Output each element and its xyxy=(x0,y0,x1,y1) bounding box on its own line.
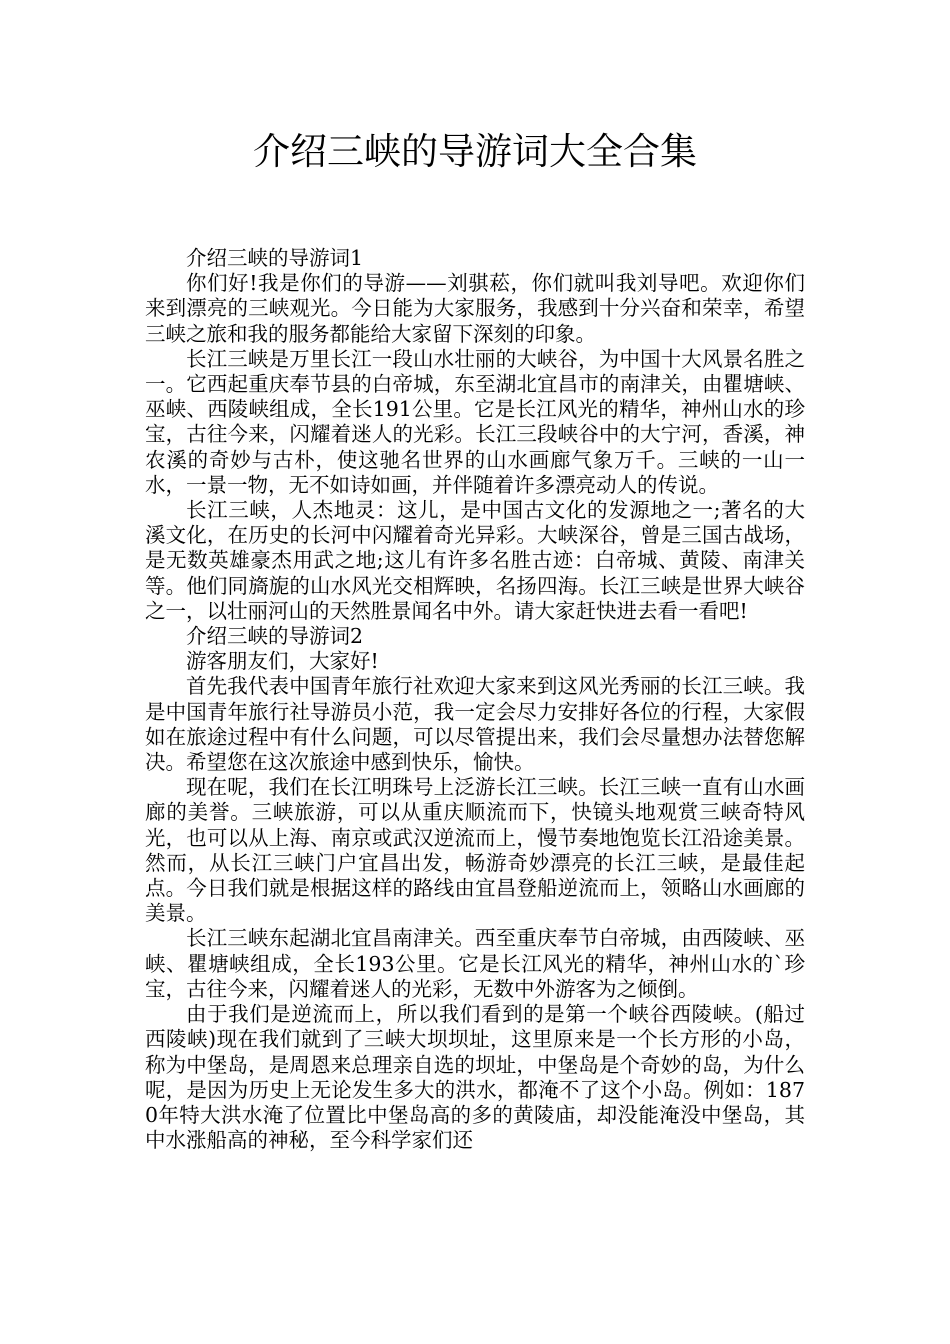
document-body xyxy=(145,246,805,1153)
document-title: 介绍三峡的导游词大全合集 xyxy=(253,130,697,173)
paragraph: 首先我代表中国青年旅行社欢迎大家来到这风光秀丽的长江三峡。我是中国青年旅行社导游员小范，我一定会尽力安排好各位的行程，大家假如在旅途过程中有什么问题，可以尽管提出来，我们会尽量想办法替您解决。希望您在这次旅途中感到快乐，愉快。 xyxy=(145,674,805,775)
paragraph: 长江三峡是万里长江一段山水壮丽的大峡谷，为中国十大风景名胜之一。它西起重庆奉节县的白帝城，东至湖北宜昌市的南津关，由瞿塘峡、巫峡、西陵峡组成，全长191公里。它是长江风光的精华，神州山水的珍宝，古往今来，闪耀着迷人的光彩。长江三段峡谷中的大宁河，香溪，神农溪的奇妙与古朴，使这驰名世界的山水画廊气象万千。三峡的一山一水，一景一物，无不如诗如画，并伴随着许多漂亮动人的传说。 xyxy=(145,346,805,497)
paragraph: 由于我们是逆流而上，所以我们看到的是第一个峡谷西陵峡。(船过西陵峡)现在我们就到了三峡大坝坝址，这里原来是一个长方形的小岛，称为中堡岛，是周恩来总理亲自选的坝址，中堡岛是个奇妙的岛，为什么呢，是因为历史上无论发生多大的洪水，都淹不了这个小岛。例如：1870年特大洪水淹了位置比中堡岛高的多的黄陵庙，却没能淹没中堡岛，其中水涨船高的神秘，至今科学家们还 xyxy=(145,1002,805,1153)
paragraph: 长江三峡东起湖北宜昌南津关。西至重庆奉节白帝城，由西陵峡、巫峡、瞿塘峡组成，全长193公里。它是长江风光的精华，神州山水的`珍宝，古往今来，闪耀着迷人的光彩，无数中外游客为之倾倒。 xyxy=(145,926,805,1001)
paragraph: 你们好!我是你们的导游——刘骐菘，你们就叫我刘导吧。欢迎你们来到漂亮的三峡观光。今日能为大家服务，我感到十分兴奋和荣幸，希望三峡之旅和我的服务都能给大家留下深刻的印象。 xyxy=(145,271,805,346)
section-heading-1: 介绍三峡的导游词1 xyxy=(186,246,364,270)
paragraph: 现在呢，我们在长江明珠号上泛游长江三峡。长江三峡一直有山水画廊的美誉。三峡旅游，可以从重庆顺流而下，快镜头地观赏三峡奇特风光，也可以从上海、南京或武汉逆流而上，慢节奏地饱览长江沿途美景。然而，从长江三峡门户宜昌出发，畅游奇妙漂亮的长江三峡，是最佳起点。今日我们就是根据这样的路线由宜昌登船逆流而上，领略山水画廊的美景。 xyxy=(145,775,805,926)
paragraph: 长江三峡，人杰地灵：这儿，是中国古文化的发源地之一;著名的大溪文化，在历史的长河中闪耀着奇光异彩。大峡深谷，曾是三国古战场，是无数英雄豪杰用武之地;这儿有许多名胜古迹：白帝城、黄陵、南津关等。他们同旖旎的山水风光交相辉映，名扬四海。长江三峡是世界大峡谷之一，以壮丽河山的天然胜景闻名中外。请大家赶快进去看一看吧! xyxy=(145,498,805,623)
section-heading-2: 介绍三峡的导游词2 xyxy=(186,624,364,649)
paragraph: 游客朋友们，大家好! xyxy=(186,649,379,674)
